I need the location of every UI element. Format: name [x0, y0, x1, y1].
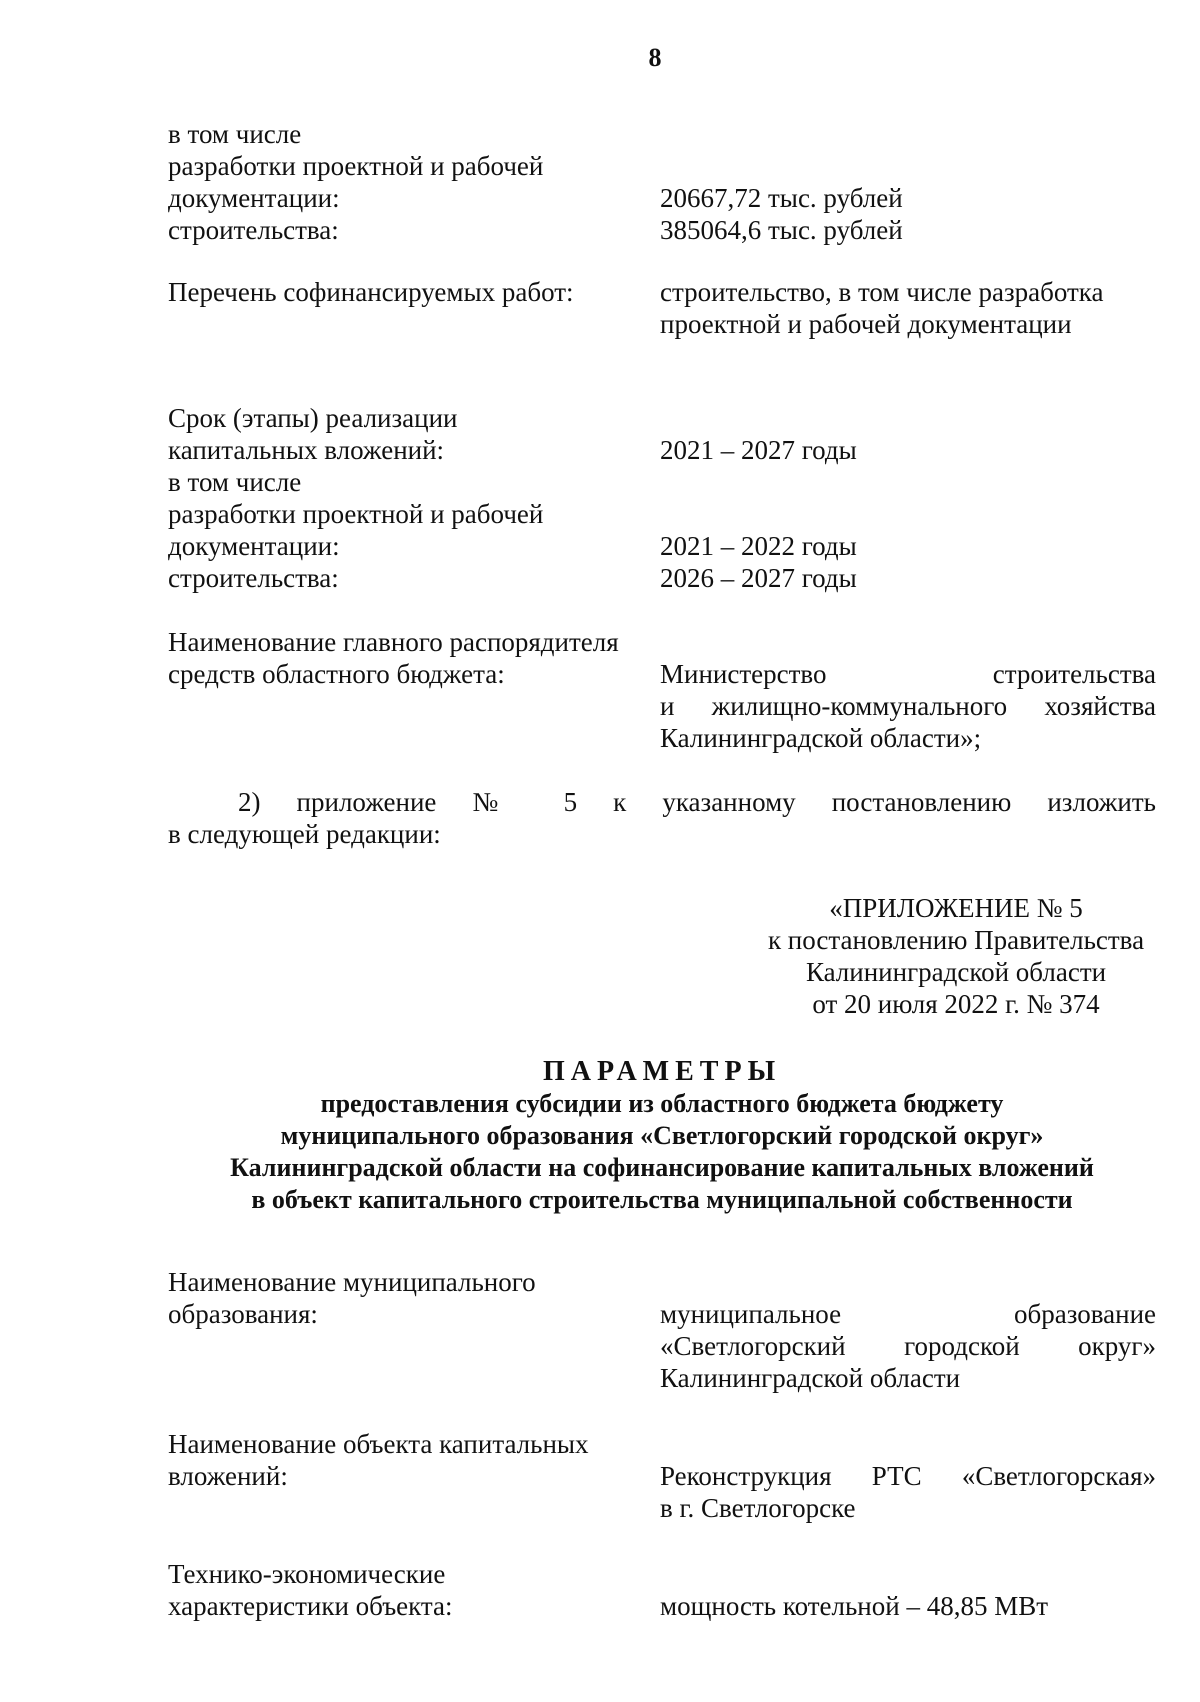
appendix-line: от 20 июля 2022 г. № 374 — [812, 989, 1100, 1019]
heading-line: в объект капитального строительства муниципальной собственности — [251, 1185, 1073, 1214]
appendix-line: «ПРИЛОЖЕНИЕ № 5 — [829, 893, 1083, 923]
value-line — [660, 466, 1156, 498]
label-line: Технико-экономические — [168, 1559, 446, 1589]
label-line: документации: — [168, 183, 340, 213]
label-line: разработки проектной и рабочей — [168, 499, 544, 529]
capital-object-labels — [168, 1428, 660, 1492]
implementation-period-labels — [168, 402, 660, 594]
label-line: документации: — [168, 531, 340, 561]
implementation-period-values — [660, 402, 1156, 594]
value-line: 2021 – 2027 годы — [660, 435, 857, 465]
label-line: строительства: — [168, 215, 339, 245]
value-line: Калининградской области»; — [660, 723, 982, 753]
value-line — [660, 402, 1156, 434]
value-line: мощность котельной – 48,85 МВт — [660, 1591, 1049, 1621]
label-line: Срок (этапы) реализации — [168, 403, 458, 433]
value-line: 2026 – 2027 годы — [660, 563, 857, 593]
label-line: вложений: — [168, 1461, 288, 1491]
label-line: образования: — [168, 1299, 318, 1329]
heading-line: Калининградской области на софинансирование капитальных вложений — [230, 1153, 1094, 1182]
paragraph-line: в следующей редакции: — [168, 819, 441, 849]
implementation-period-block — [168, 402, 1156, 594]
amendment-paragraph — [168, 786, 1156, 850]
label-line: Наименование главного распорядителя — [168, 627, 619, 657]
municipality-labels — [168, 1266, 660, 1330]
document-heading — [168, 1056, 1156, 1216]
budget-manager-values — [660, 626, 1156, 754]
value-line: 385064,6 тыс. рублей — [660, 215, 903, 245]
label-line: строительства: — [168, 563, 339, 593]
page-number: 8 — [648, 43, 662, 72]
funding-breakdown-labels — [168, 118, 660, 246]
technical-characteristics-labels — [168, 1558, 660, 1622]
heading-line: муниципального образования «Светлогорский городской округ» — [280, 1121, 1044, 1150]
value-line: и жилищно-коммунального хозяйства — [660, 691, 1156, 721]
value-line: строительство, в том числе разработка — [660, 277, 1104, 307]
appendix-line: к постановлению Правительства — [767, 925, 1145, 955]
heading-title: ПАРАМЕТРЫ — [542, 1056, 782, 1087]
budget-manager-block — [168, 626, 1156, 754]
funding-breakdown-block — [168, 118, 1156, 246]
document-body — [168, 118, 1156, 1622]
label-line: в том числе — [168, 467, 302, 497]
cofinanced-works-value — [660, 276, 1156, 340]
technical-characteristics-values — [660, 1558, 1156, 1622]
cofinanced-works-label: Перечень софинансируемых работ: — [168, 277, 574, 307]
value-line: муниципальное образование — [660, 1299, 1156, 1329]
capital-object-block — [168, 1428, 1156, 1524]
value-line: 20667,72 тыс. рублей — [660, 183, 903, 213]
value-line — [660, 498, 1156, 530]
heading-line: предоставления субсидии из областного бюджета бюджету — [320, 1089, 1004, 1118]
appendix-header — [756, 892, 1156, 1020]
label-line: в том числе — [168, 119, 302, 149]
municipality-values — [660, 1266, 1156, 1394]
value-line: Калининградской области — [660, 1363, 961, 1393]
municipality-block — [168, 1266, 1156, 1394]
appendix-line: Калининградской области — [805, 957, 1107, 987]
paragraph-line: 2) приложение № 5 к указанному постановлению изложить — [238, 787, 1156, 817]
value-line: 2021 – 2022 годы — [660, 531, 857, 561]
value-line — [660, 150, 1156, 182]
value-line — [660, 118, 1156, 150]
value-line: в г. Светлогорске — [660, 1493, 856, 1523]
technical-characteristics-block — [168, 1558, 1156, 1622]
label-line: характеристики объекта: — [168, 1591, 453, 1621]
label-line: разработки проектной и рабочей — [168, 151, 544, 181]
label-line: капитальных вложений: — [168, 435, 445, 465]
cofinanced-works-block — [168, 276, 1156, 340]
value-line: Министерство строительства — [660, 659, 1156, 689]
value-line: проектной и рабочей документации — [660, 309, 1072, 339]
funding-breakdown-values — [660, 118, 1156, 246]
label-line: Наименование объекта капитальных — [168, 1429, 589, 1459]
label-line: Наименование муниципального — [168, 1267, 536, 1297]
budget-manager-labels — [168, 626, 660, 690]
value-line: Реконструкция РТС «Светлогорская» — [660, 1461, 1156, 1491]
capital-object-values — [660, 1428, 1156, 1524]
value-line: «Светлогорский городской округ» — [660, 1331, 1156, 1361]
label-line: средств областного бюджета: — [168, 659, 505, 689]
